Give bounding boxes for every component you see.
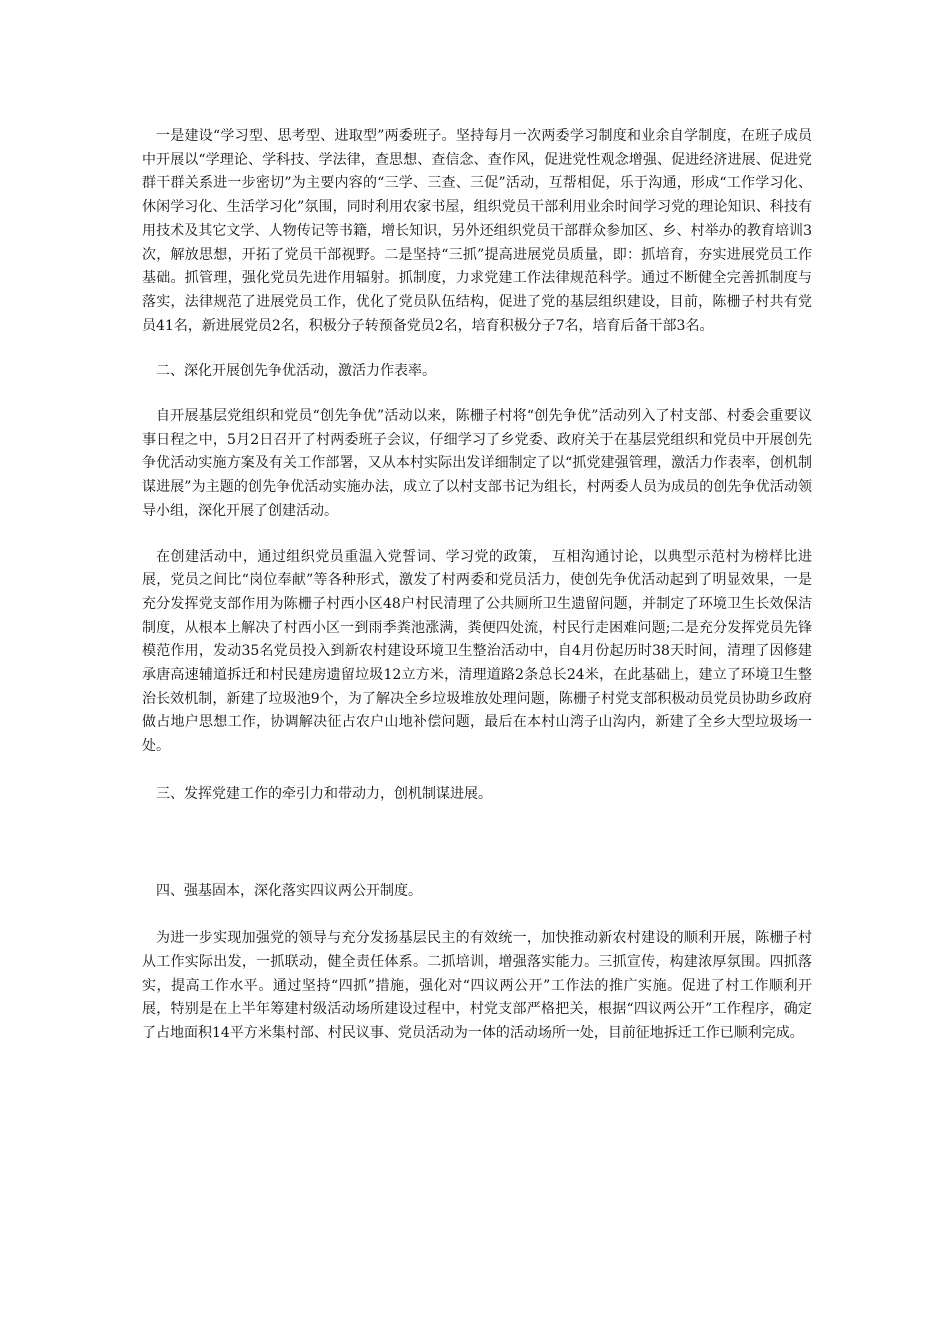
paragraph-spacer	[142, 903, 812, 927]
paragraph-study-team: 一是建设“学习型、思考型、进取型”两委班子。坚持每月一次两委学习制度和业余自学制度，在班子成员中开展以“学理论、学科技、学法律，查思想、查信念、查作风，促进党性观念增强、促进经济进展、促进党群干群关系进一步密切”为主要内容的“三学、三查、三促”活动，互帮相促，乐于沟通，形成“工作学习化、休闲学习化、生活学习化”氛围，同时利用农家书屋，组织党员干部利用业余时间学习党的理论知识、科技有用技术及其它文学、人物传记等书籍，增长知识，另外还组织党员干部群众参加区、乡、村举办的教育培训3次，解放思想，开拓了党员干部视野。二是坚持“三抓”提高进展党员质量，即：抓培育，夯实进展党员工作基础。抓管理，强化党员先进作用辐射。抓制度，力求党建工作法律规范科学。通过不断健全完善抓制度与落实，法律规范了进展党员工作，优化了党员队伍结构，促进了党的基层组织建设，目前，陈栅子村共有党员41名，新进展党员2名，积极分子转预备党员2名，培育积极分子7名，培育后备干部3名。	[142, 128, 812, 334]
section-heading-4: 四、强基固本，深化落实四议两公开制度。	[156, 882, 422, 899]
paragraph-spacer	[142, 338, 812, 360]
paragraph-spacer	[142, 384, 812, 405]
section-heading-2: 二、深化开展创先争优活动，激活力作表率。	[156, 363, 436, 380]
section-heading-3: 三、发挥党建工作的牵引力和带动力，创机制谋进展。	[156, 785, 492, 802]
paragraph-excellence-campaign: 自开展基层党组织和党员“创先争优”活动以来，陈栅子村将“创先争优”活动列入了村支部、村委会重要议事日程之中，5月2日召开了村两委班子会议，仔细学习了乡党委、政府关于在基层党组织和党员中开展创先争优活动实施方案及有关工作部署，又从本村实际出发详细制定了以“抓党建强管理，激活力作表率，创机制谋进展”为主题的创先争优活动实施办法，成立了以村支部书记为组长，村两委人员为成员的创先争优活动领导小组，深化开展了创建活动。	[142, 408, 812, 519]
document-body	[142, 125, 812, 1046]
paragraph-four-discussions: 为进一步实现加强党的领导与充分发扬基层民主的有效统一，加快推动新农村建设的顺利开展，陈栅子村从工作实际出发，一抓联动，健全责任体系。二抓培训，增强落实能力。三抓宣传，构建浓厚氛围。四抓落实，提高工作水平。通过坚持“四抓”措施，强化对“四议两公开”工作法的推广实施。促进了村工作顺利开展，特别是在上半年筹建村级活动场所建设过程中，村党支部严格把关，根据“四议两公开”工作程序，确定了占地面积14平方米集村部、村民议事、党员活动为一体的活动场所一处，目前征地拆迁工作已顺利完成。	[142, 930, 812, 1042]
paragraph-spacer	[142, 807, 812, 880]
paragraph-creation-activity: 在创建活动中，通过组织党员重温入党誓词、学习党的政策， 互相沟通讨论，以典型示范村为榜样比进展，党员之间比“岗位奉献”等各种形式，激发了村两委和党员活力，使创先争优活动起到了明显效果，一是充分发挥党支部作用为陈栅子村西小区48户村民清理了公共厕所卫生遗留问题，并制定了环境卫生长效保洁制度，从根本上解决了村西小区一到雨季粪池涨满，粪便四处流，村民行走困难问题;二是充分发挥党员先锋模范作用，发动35名党员投入到新农村建设环境卫生整治活动中，自4月份起历时38天时间，清理了因修建承唐高速辅道拆迁和村民建房遗留垃圾12立方米，清理道路2条总长24米，在此基础上，建立了环境卫生整治长效机制，新建了垃圾池9个，为了解决全乡垃圾堆放处理问题，陈栅子村党支部积极动员党员协助乡政府做占地户思想工作，协调解决征占农户山地补偿问题，最后在本村山湾子山沟内，新建了全乡大型垃圾场一处。	[142, 548, 812, 755]
paragraph-spacer	[142, 759, 812, 783]
paragraph-spacer	[142, 524, 812, 546]
